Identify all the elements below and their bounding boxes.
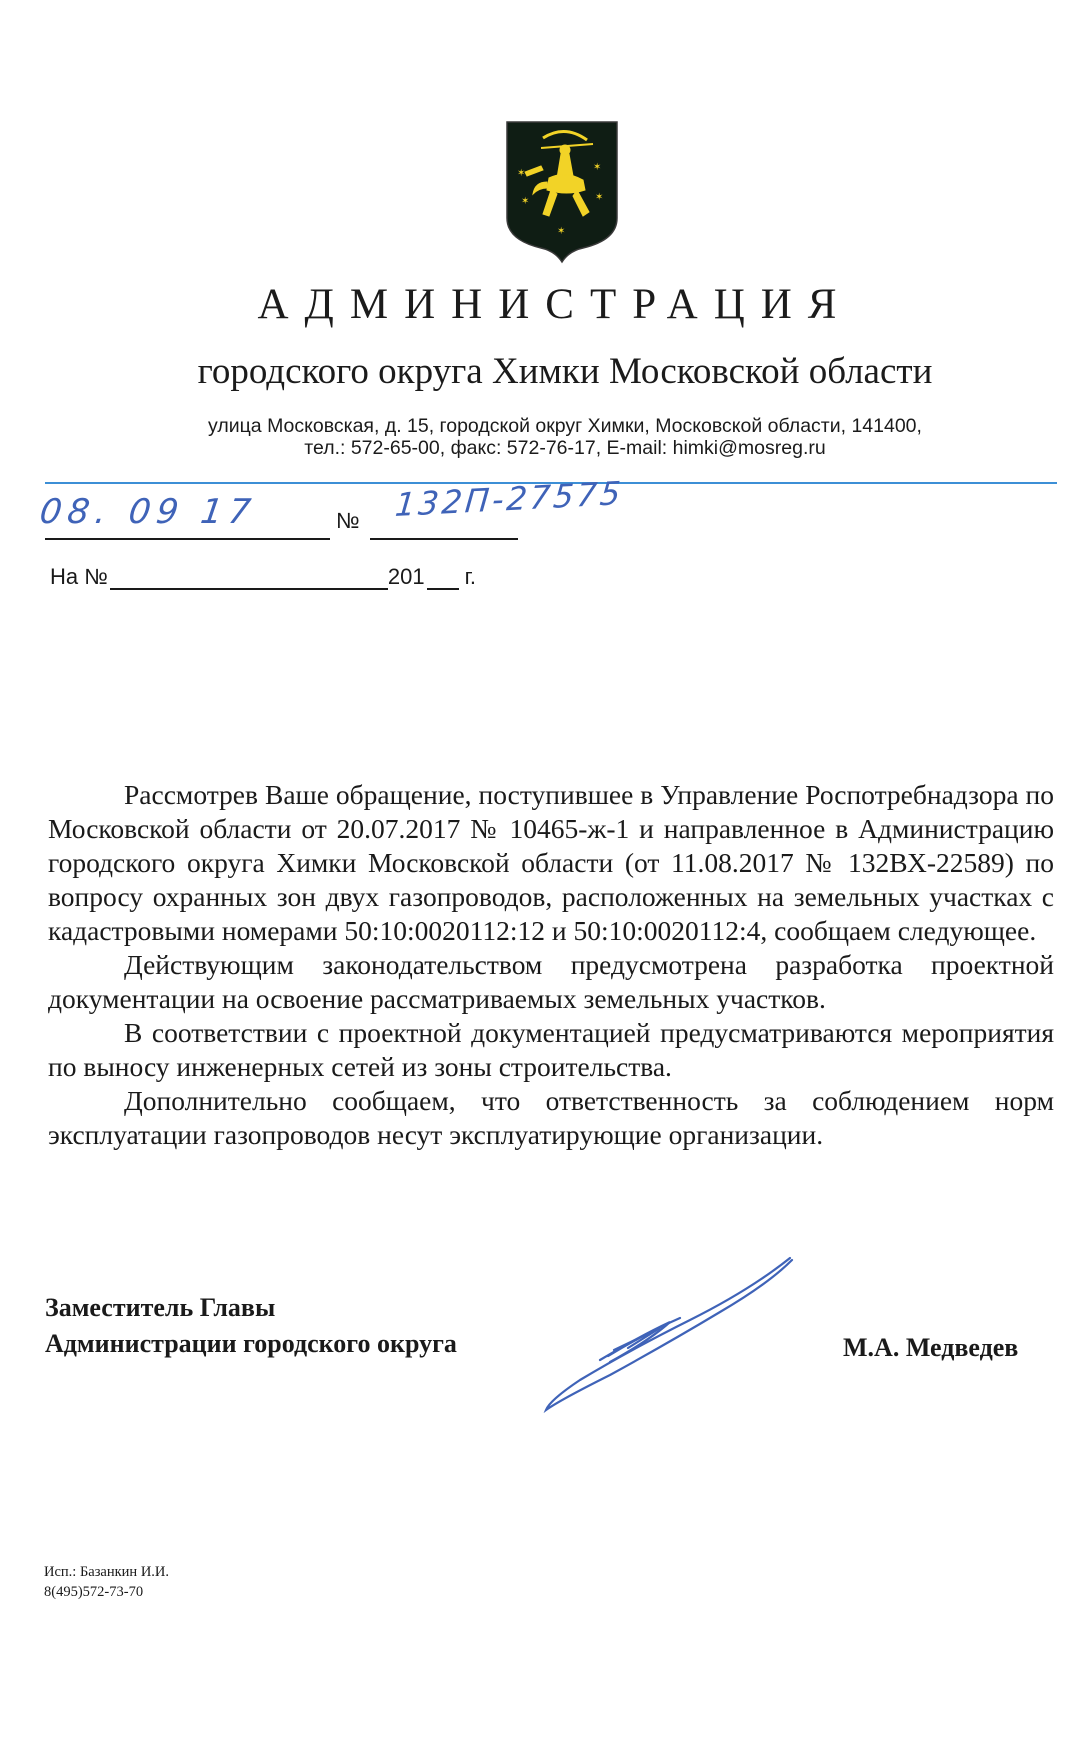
number-underline [370, 538, 518, 540]
signatory-name: М.А. Медведев [843, 1333, 1019, 1362]
reference-prefix: На № [50, 564, 108, 589]
svg-text:✶: ✶ [521, 196, 530, 207]
reference-year-blank [427, 564, 459, 590]
body-paragraph: Действующим законодательством предусмотрена разработка проектной документации на освоение рассматриваемых земельных участков. [48, 949, 1054, 1014]
reference-year-suffix: г. [464, 564, 477, 589]
executor-phone: 8(495)572-73-70 [44, 1584, 144, 1600]
date-underline [45, 538, 330, 540]
reference-line [50, 564, 476, 590]
letter-body [48, 778, 1054, 1152]
signatory-position-line1: Заместитель Главы [45, 1293, 276, 1322]
handwritten-signature [540, 1250, 800, 1415]
reference-number-blank [110, 564, 388, 590]
svg-text:✶: ✶ [595, 192, 604, 203]
body-paragraph: В соответствии с проектной документацией предусматриваются мероприятия по выносу инженерных сетей из зоны строительства. [48, 1017, 1054, 1082]
handwritten-outgoing-number: 132П-27575 [393, 473, 626, 525]
organization-subtitle: городского округа Химки Московской области [197, 351, 933, 392]
handwritten-date: 08. 09 17 [37, 492, 260, 532]
coat-of-arms-emblem [503, 118, 621, 264]
svg-text:✶: ✶ [557, 226, 566, 237]
body-paragraph: Рассмотрев Ваше обращение, поступившее в Управление Роспотребнадзора по Московской области от 20.07.2017 № 10465-ж-1 и направленное в Администрацию городского округа Химки Московской области (от 11.08.2017 № 132ВХ-22589) по вопросу охранных зон двух газопроводов, расположенных на земельных участках с кадастровыми номерами 50:10:0020112:12 и 50:10:0020112:4, сообщаем следующее. [48, 779, 1054, 946]
address-line: улица Московская, д. 15, городской округ Химки, Московской области, 141400, [208, 415, 922, 437]
organization-title: АДМИНИСТРАЦИЯ [257, 281, 853, 328]
contacts-line: тел.: 572-65-00, факс: 572-76-17, E-mail: himki@mosreg.ru [304, 437, 826, 459]
number-sign: № [336, 508, 360, 533]
signatory-position [45, 1290, 457, 1362]
svg-text:✶: ✶ [517, 168, 526, 179]
svg-text:✶: ✶ [593, 162, 602, 173]
reference-year-prefix: 201 [387, 564, 425, 589]
executor-name: Исп.: Базанкин И.И. [44, 1564, 170, 1580]
body-paragraph: Дополнительно сообщаем, что ответственность за соблюдением норм эксплуатации газопроводов несут эксплуатирующие организации. [48, 1085, 1054, 1150]
signatory-position-line2: Администрации городского округа [45, 1329, 457, 1358]
executor-info [44, 1562, 169, 1602]
